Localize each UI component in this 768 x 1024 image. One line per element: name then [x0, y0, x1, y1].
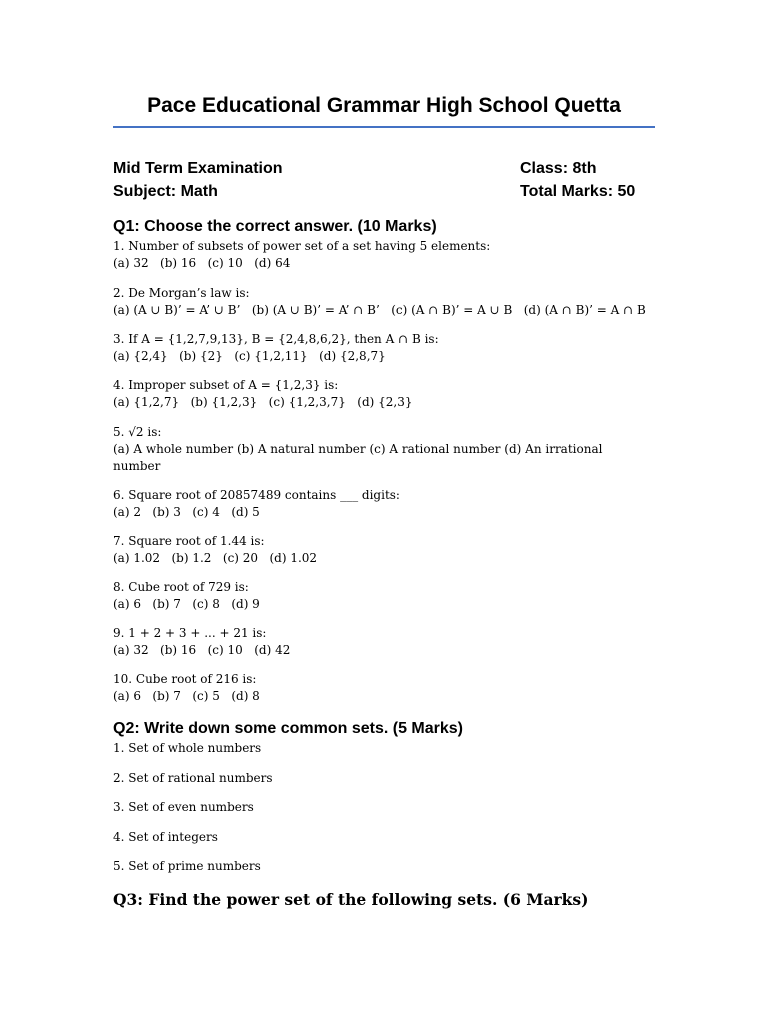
- q1-item: [113, 533, 633, 567]
- q1-item: [113, 331, 633, 365]
- question-text: 10. Cube root of 216 is:: [113, 672, 257, 686]
- title-rule: [113, 126, 655, 128]
- question-text: 6. Square root of 20857489 contains ___ digits:: [113, 488, 400, 502]
- class-label: Class: 8th: [520, 160, 597, 177]
- q1-item: [113, 671, 633, 705]
- q2-heading: Q2: Write down some common sets. (5 Marks): [113, 720, 464, 737]
- q1-item: [113, 424, 633, 475]
- q1-item: [113, 625, 633, 659]
- question-text: 2. De Morgan’s law is:: [113, 286, 250, 300]
- q2-item: 5. Set of prime numbers: [113, 859, 261, 873]
- answer-options: (a) {2,4} (b) {2} (c) {1,2,11} (d) {2,8,7}: [113, 349, 386, 363]
- q2-item: 1. Set of whole numbers: [113, 741, 262, 755]
- question-text: 3. If A = {1,2,7,9,13}, B = {2,4,8,6,2}, then A ∩ B is:: [113, 332, 439, 346]
- answer-options: (a) 1.02 (b) 1.2 (c) 20 (d) 1.02: [113, 551, 318, 565]
- q1-item: [113, 579, 633, 613]
- question-text: 7. Square root of 1.44 is:: [113, 534, 265, 548]
- question-text: 5. √2 is:: [113, 425, 162, 439]
- q1-heading: Q1: Choose the correct answer. (10 Marks): [113, 218, 437, 235]
- answer-options: (a) 6 (b) 7 (c) 5 (d) 8: [113, 689, 260, 703]
- school-title: Pace Educational Grammar High School Quetta: [147, 94, 621, 117]
- exam-name: Mid Term Examination: [113, 160, 283, 177]
- q1-item: [113, 377, 633, 411]
- answer-options: (a) {1,2,7} (b) {1,2,3} (c) {1,2,3,7} (d) {2,3}: [113, 395, 413, 409]
- answer-options: (a) 6 (b) 7 (c) 8 (d) 9: [113, 597, 260, 611]
- answer-options: (a) 2 (b) 3 (c) 4 (d) 5: [113, 505, 260, 519]
- answer-options: (a) 32 (b) 16 (c) 10 (d) 64: [113, 256, 291, 270]
- total-marks-label: Total Marks: 50: [520, 183, 636, 200]
- q2-item: 4. Set of integers: [113, 830, 218, 844]
- q2-item: 3. Set of even numbers: [113, 800, 254, 814]
- question-text: 1. Number of subsets of power set of a set having 5 elements:: [113, 239, 491, 253]
- q3-heading: Q3: Find the power set of the following sets. (6 Marks): [113, 890, 589, 909]
- question-text: 8. Cube root of 729 is:: [113, 580, 249, 594]
- question-text: 4. Improper subset of A = {1,2,3} is:: [113, 378, 339, 392]
- question-text: 9. 1 + 2 + 3 + ... + 21 is:: [113, 626, 267, 640]
- q1-item: [113, 238, 633, 272]
- q1-item: [113, 285, 673, 319]
- subject-label: Subject: Math: [113, 183, 218, 200]
- answer-options: (a) 32 (b) 16 (c) 10 (d) 42: [113, 643, 291, 657]
- answer-options: (a) A whole number (b) A natural number (c) A rational number (d) An irrational number: [113, 442, 603, 473]
- answer-options: (a) (A ∪ B)’ = A’ ∪ B’ (b) (A ∪ B)’ = A’ ∩ B’ (c) (A ∩ B)’ = A ∪ B (d) (A ∩ B)’ = A ∩ B: [113, 303, 646, 317]
- q1-item: [113, 487, 633, 521]
- q2-item: 2. Set of rational numbers: [113, 771, 273, 785]
